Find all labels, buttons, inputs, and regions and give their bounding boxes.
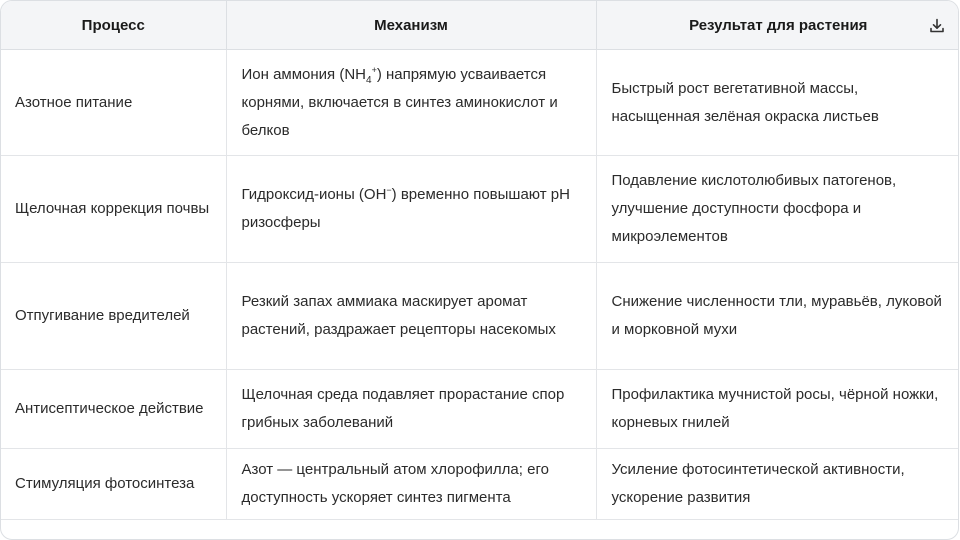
header-process: Процесс	[1, 1, 226, 50]
table-row	[1, 156, 959, 263]
cell-process: Стимуляция фотосинтеза	[1, 449, 226, 520]
cell-result: Усиление фотосинтетической активности, ускорение развития	[596, 449, 959, 520]
cell-result: Подавление кислотолюбивых патогенов, улучшение доступности фосфора и микроэлементов	[596, 156, 959, 263]
cell-mechanism: Резкий запах аммиака маскирует аромат растений, раздражает рецепторы насекомых	[226, 263, 596, 370]
header-mechanism: Механизм	[226, 1, 596, 50]
table-row	[1, 50, 959, 156]
table-row	[1, 370, 959, 449]
cell-result: Профилактика мучнистой росы, чёрной ножки, корневых гнилей	[596, 370, 959, 449]
cell-process: Антисептическое действие	[1, 370, 226, 449]
download-icon[interactable]	[928, 17, 946, 35]
table-row	[1, 263, 959, 370]
mechanism-text: Ион аммония (NH	[241, 65, 366, 83]
header-result-label: Результат для растения	[689, 16, 868, 34]
superscript-text: +	[371, 64, 377, 75]
cell-result: Снижение численности тли, муравьёв, луковой и морковной мухи	[596, 263, 959, 370]
cell-mechanism	[226, 50, 596, 156]
header-result	[596, 1, 959, 50]
cell-process: Азотное питание	[1, 50, 226, 156]
table-header	[1, 1, 959, 50]
subscript-text: 4	[366, 74, 372, 86]
mechanism-text: Гидроксид-ионы (OH	[241, 186, 387, 203]
cell-mechanism: Щелочная среда подавляет прорастание спор грибных заболеваний	[226, 370, 596, 449]
table-row	[1, 449, 959, 520]
data-table	[1, 1, 959, 520]
mechanism-text: ) временно повышают pH ризосферы	[241, 186, 570, 231]
cell-process: Отпугивание вредителей	[1, 263, 226, 370]
header-row	[1, 1, 959, 50]
mechanism-text: ) напрямую усваивается корнями, включается в синтез аминокислот и белков	[241, 65, 558, 139]
superscript-text: −	[386, 185, 392, 195]
cell-result: Быстрый рост вегетативной массы, насыщенная зелёная окраска листьев	[596, 50, 959, 156]
cell-mechanism	[226, 156, 596, 263]
cell-mechanism: Азот — центральный атом хлорофилла; его доступность ускоряет синтез пигмента	[226, 449, 596, 520]
table-body	[1, 50, 959, 520]
cell-process: Щелочная коррекция почвы	[1, 156, 226, 263]
